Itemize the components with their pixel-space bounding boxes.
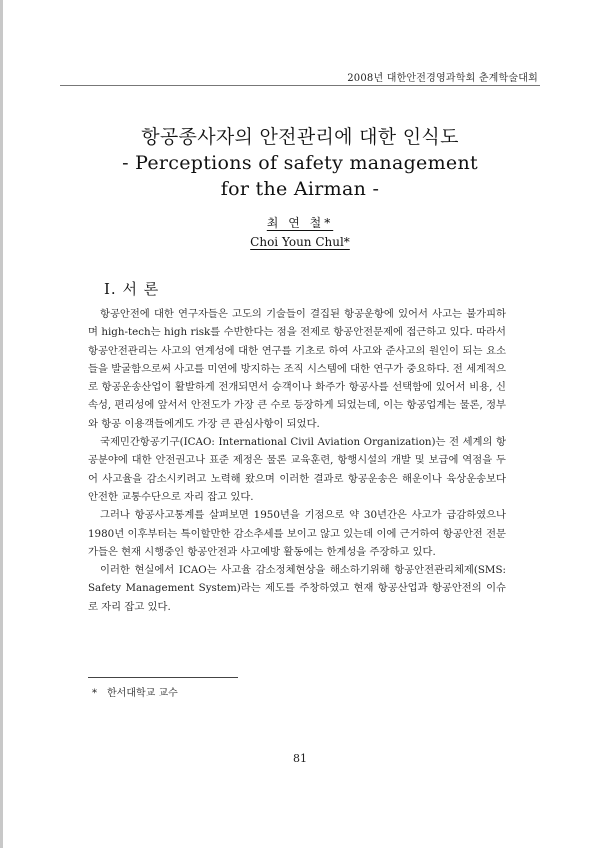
header-rule [60,85,540,86]
title-english-line1: - Perceptions of safety management [122,152,478,174]
paper-title [60,124,540,202]
running-head: 2008년 대한안전경영과학회 춘계학술대회 [347,73,538,84]
paragraph: 이러한 현실에서 ICAO는 사고율 감소정체현상을 해소하기위해 항공안전관리체제(SMS: Safety Management System)라는 제도를 주창하였고 현재 항공산업과 항공안전의 이슈로 자리 잡고 있다. [88,564,506,613]
title-korean: 항공종사자의 안전관리에 대한 인식도 [141,126,459,148]
page-edge [0,0,3,848]
page-number: 81 [293,752,307,765]
footnote-mark: * [92,688,97,699]
paragraph: 국제민간항공기구(ICAO: International Civil Aviation Organization)는 전 세계의 항공분야에 대한 안전권고나 표준 제정은 물론 교육훈련, 항행시설의 개발 및 보급에 역점을 두어 사고율을 감소시키려고 노력해 왔으며 이러한 결과로 항공운송은 해운이나 육상운송보다 안전한 교통수단으로 자리 잡고 있다. [88,436,506,503]
title-english-line2: for the Airman - [220,178,380,200]
footnote [92,684,178,699]
footnote-rule [88,677,238,678]
author-name-korean: 최 연 철* [266,216,334,230]
footnote-text: 한서대학교 교수 [107,688,178,699]
paragraph: 항공안전에 대한 연구자들은 고도의 기술들이 결집된 항공운항에 있어서 사고는 불가피하며 high-tech는 high risk를 수반한다는 점을 전제로 항공안전문제에 접근하고 있다. 따라서 항공안전관리는 사고의 연계성에 대한 연구를 기초로 하여 사고와 준사고의 원인이 되는 요소들을 발굴함으로써 사고를 미연에 방지하는 조직 시스템에 대한 연구가 중요하다. 전 세계적으로 항공운송산업이 활발하게 전개되면서 승객이나 화주가 항공사를 선택함에 있어서 비용, 신속성, 편리성에 앞서서 안전도가 가장 큰 수로 등장하게 되었는데, 이는 항공업계는 물론, 정부와 항공 이용객들에게도 가장 큰 관심사항이 되었다. [88,308,506,430]
paragraph: 그러나 항공사고통계를 살펴보면 1950년을 기점으로 약 30년간은 사고가 급감하였으나 1980년 이후부터는 특이할만한 감소추세를 보이고 않고 있는데 이에 근거하여 항공안전 전문가들은 현재 시행중인 항공안전과 사고예방 활동에는 한계성을 주장하고 있다. [88,509,506,558]
author-block [60,214,540,252]
section-heading: Ⅰ. 서 론 [104,280,160,298]
body-text [88,305,506,616]
author-name-english: Choi Youn Chul* [250,235,350,249]
